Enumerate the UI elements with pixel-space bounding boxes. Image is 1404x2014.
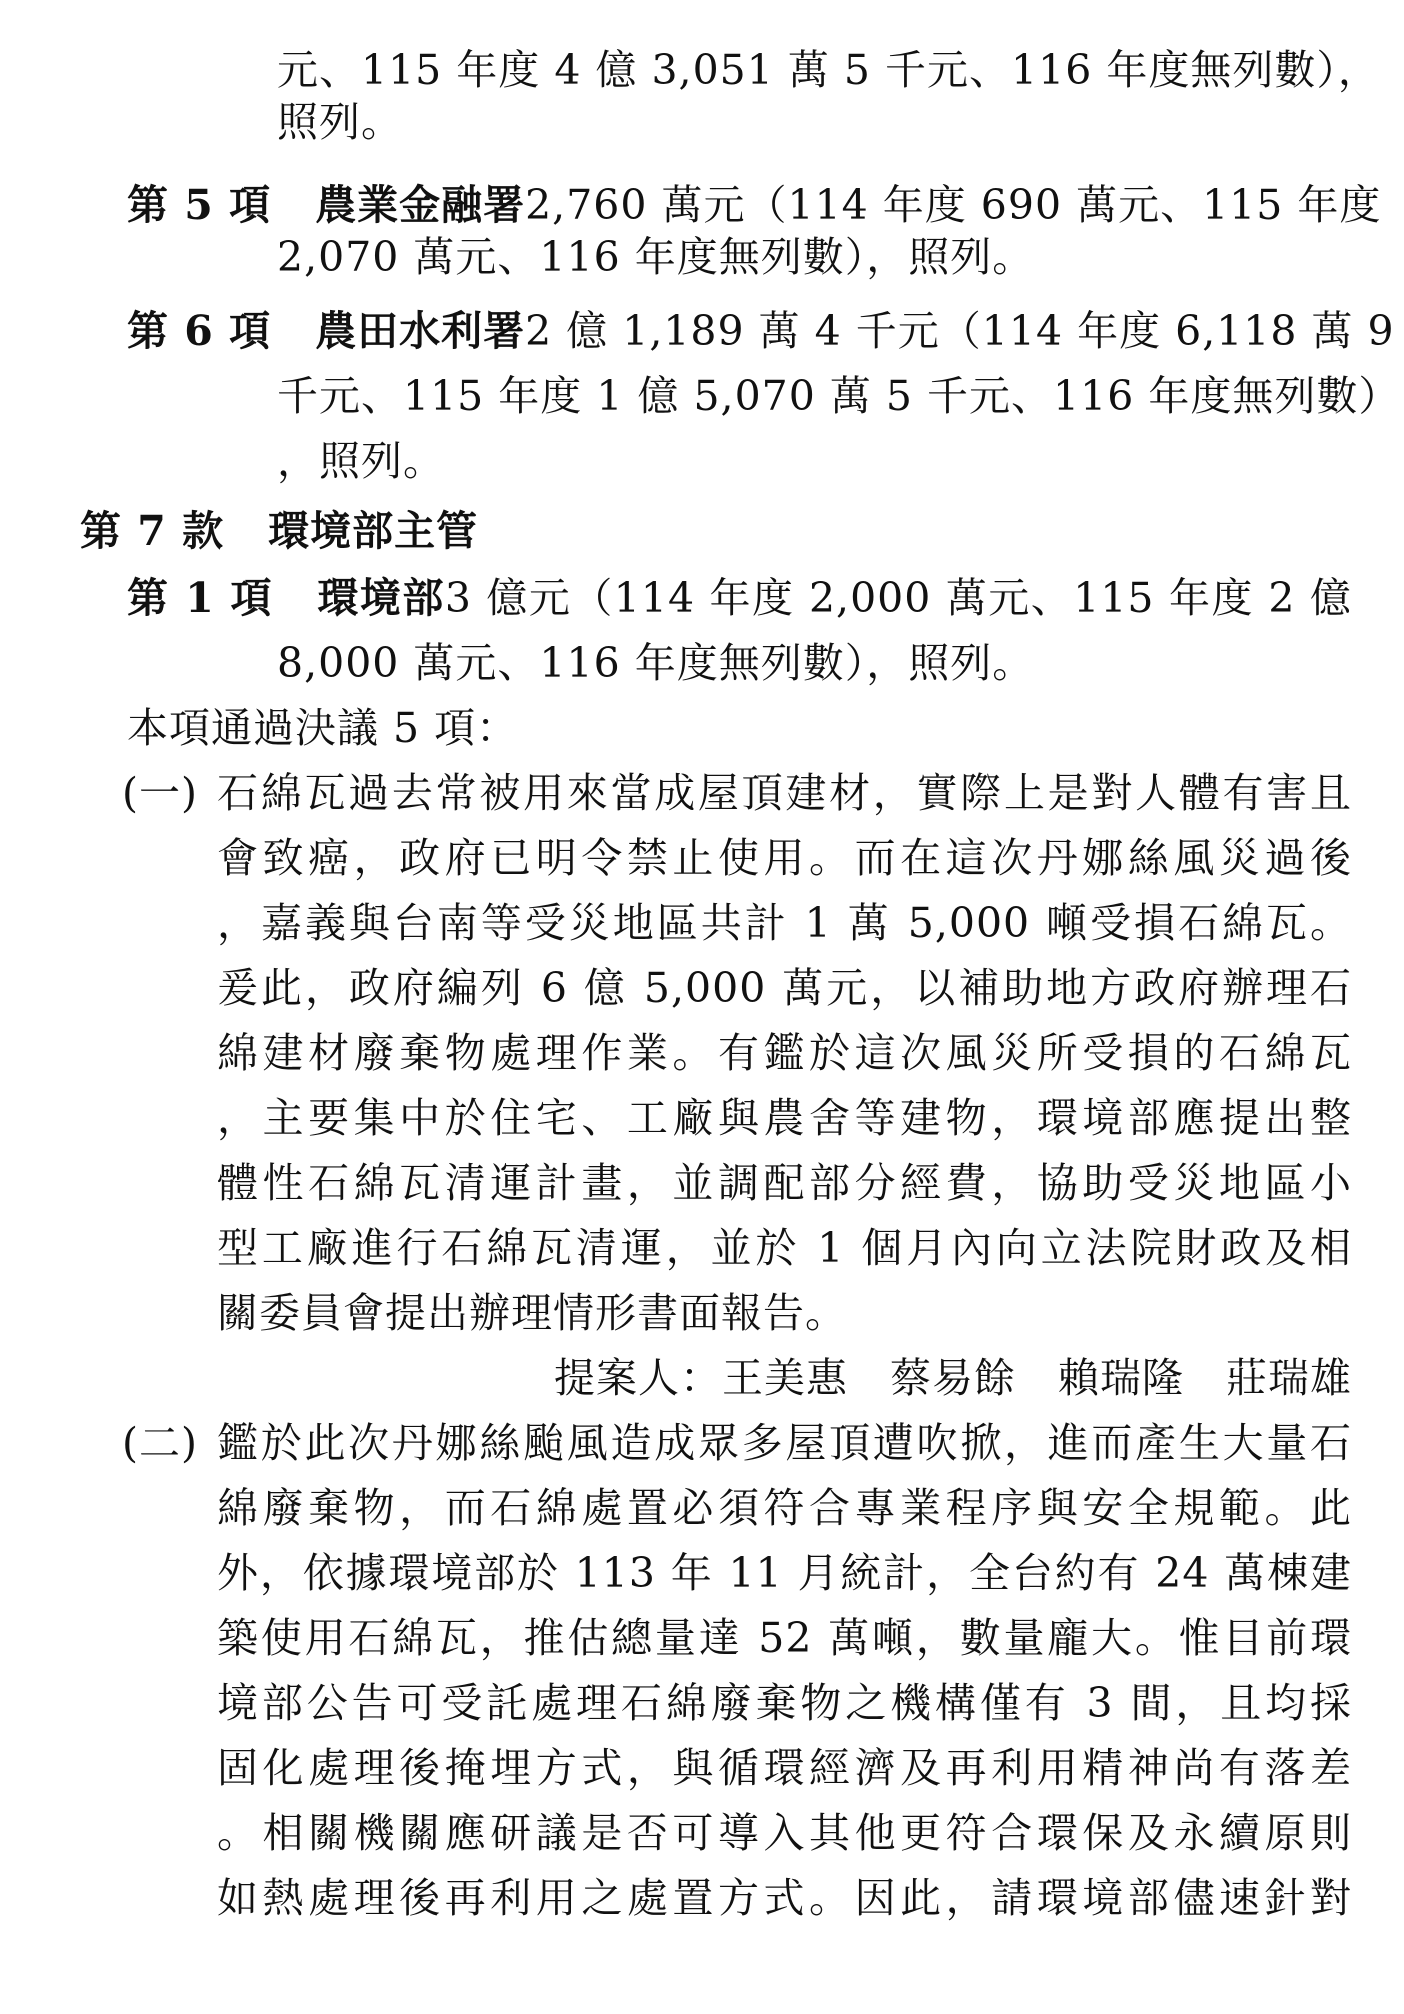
item5-line2: 2,070 萬元、116 年度無列數），照列。 bbox=[277, 233, 1035, 281]
resolution1-line: 型工廠進行石綿瓦清運，並於 1 個月內向立法院財政及相 bbox=[217, 1224, 1352, 1272]
resolution2-line: 鑑於此次丹娜絲颱風造成眾多屋頂遭吹掀，進而產生大量石 bbox=[217, 1419, 1352, 1467]
item6-first-line bbox=[127, 305, 1395, 357]
item4-continuation-line2: 照列。 bbox=[277, 98, 403, 146]
resolution2-line: 境部公告可受託處理石綿廢棄物之機構僅有 3 間，且均採 bbox=[217, 1679, 1352, 1727]
item5-first-line bbox=[127, 179, 1382, 231]
resolution1-line: ，主要集中於住宅、工廠與農舍等建物，環境部應提出整 bbox=[217, 1094, 1352, 1142]
resolution2-line: 。相關機關應研議是否可導入其他更符合環保及永續原則 bbox=[217, 1809, 1352, 1857]
item7-1-amount: 3 億元（114 年度 2,000 萬元、115 年度 2 億 bbox=[444, 574, 1353, 622]
item5-label: 第 5 項 bbox=[127, 181, 272, 229]
resolution2-number: (二) bbox=[122, 1419, 198, 1467]
item6-org: 農田水利署 bbox=[315, 307, 526, 355]
resolution1-line: 爰此，政府編列 6 億 5,000 萬元，以補助地方政府辦理石 bbox=[217, 964, 1352, 1012]
section7-title: 環境部主管 bbox=[268, 507, 479, 555]
resolution1-number: (一) bbox=[122, 769, 198, 817]
item7-1-label: 第 1 項 bbox=[127, 574, 273, 622]
resolution2-line: 綿廢棄物，而石綿處置必須符合專業程序與安全規範。此 bbox=[217, 1484, 1352, 1532]
item6-amount: 2 億 1,189 萬 4 千元（114 年度 6,118 萬 9 bbox=[525, 307, 1395, 355]
item4-continuation-line1: 元、115 年度 4 億 3,051 萬 5 千元、116 年度無列數）， bbox=[277, 46, 1380, 94]
resolution2-line: 如熱處理後再利用之處置方式。因此，請環境部儘速針對 bbox=[217, 1874, 1352, 1922]
resolution1-proposers: 提案人：王美惠 蔡易餘 賴瑞隆 莊瑞雄 bbox=[554, 1354, 1352, 1402]
resolution1-line: 體性石綿瓦清運計畫，並調配部分經費，協助受災地區小 bbox=[217, 1159, 1352, 1207]
resolution1-line: 關委員會提出辦理情形書面報告。 bbox=[217, 1289, 847, 1337]
item6-line2: 千元、115 年度 1 億 5,070 萬 5 千元、116 年度無列數） bbox=[277, 372, 1401, 420]
resolution1-line: 會致癌，政府已明令禁止使用。而在這次丹娜絲風災過後 bbox=[217, 834, 1352, 882]
item6-label: 第 6 項 bbox=[127, 307, 272, 355]
item6-line3: ，照列。 bbox=[277, 437, 445, 485]
item7-1-org: 環境部 bbox=[316, 574, 445, 622]
item5-amount: 2,760 萬元（114 年度 690 萬元、115 年度 bbox=[525, 181, 1382, 229]
resolutions-intro: 本項通過決議 5 項： bbox=[127, 704, 519, 752]
item7-1-line2: 8,000 萬元、116 年度無列數），照列。 bbox=[277, 639, 1035, 687]
resolution2-line: 外，依據環境部於 113 年 11 月統計，全台約有 24 萬棟建 bbox=[217, 1549, 1352, 1597]
resolution1-line: 石綿瓦過去常被用來當成屋頂建材，實際上是對人體有害且 bbox=[217, 769, 1352, 817]
section7-heading bbox=[80, 505, 478, 557]
resolution2-line: 固化處理後掩埋方式，與循環經濟及再利用精神尚有落差 bbox=[217, 1744, 1352, 1792]
resolution1-line: 綿建材廢棄物處理作業。有鑑於這次風災所受損的石綿瓦 bbox=[217, 1029, 1352, 1077]
resolution2-line: 築使用石綿瓦，推估總量達 52 萬噸，數量龐大。惟目前環 bbox=[217, 1614, 1352, 1662]
section7-label: 第 7 款 bbox=[80, 507, 225, 555]
resolution1-line: ，嘉義與台南等受災地區共計 1 萬 5,000 噸受損石綿瓦。 bbox=[217, 899, 1352, 947]
item5-org: 農業金融署 bbox=[315, 181, 526, 229]
item7-1-first-line bbox=[127, 572, 1352, 624]
